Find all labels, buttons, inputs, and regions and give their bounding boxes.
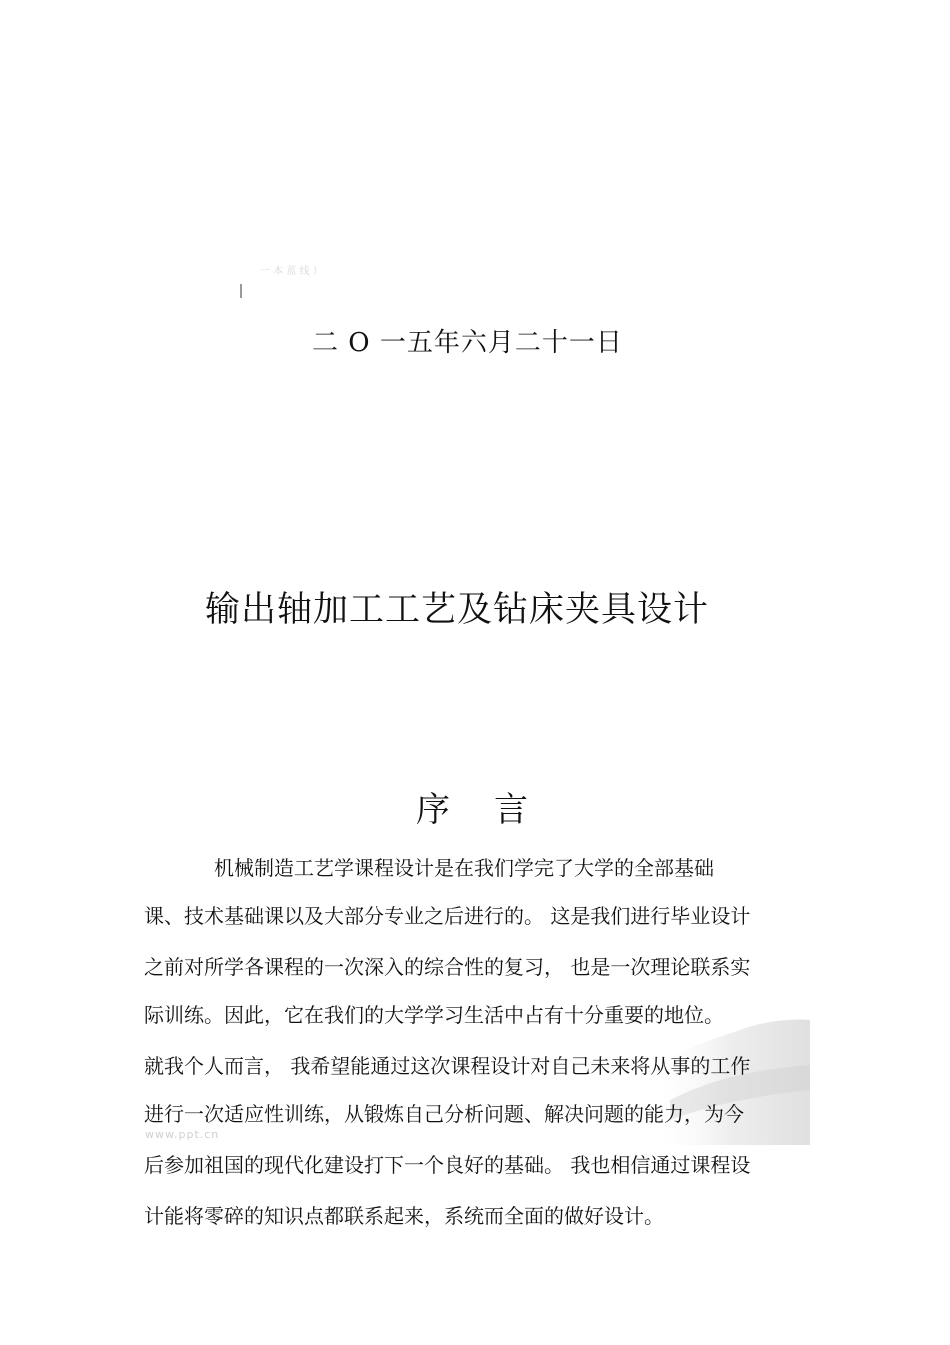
preface-heading [416, 782, 528, 831]
faint-header-mark: 一 本 蓝 线 ） [260, 266, 323, 277]
preface-line: 之前对所学各课程的一次深入的综合性的复习， 也是一次理论联系实 [144, 955, 751, 979]
preface-line: 际训练。因此，它在我们的大学学习生活中占有十分重要的地位。 [144, 1003, 724, 1027]
preface-line: 进行一次适应性训练，从锻炼自己分析问题、解决问题的能力，为今 [144, 1102, 744, 1126]
document-date: 二 O 一五年六月二十一日 [312, 328, 623, 358]
preface-line: 课、技术基础课以及大部分专业之后进行的。 这是我们进行毕业设计 [144, 904, 751, 928]
preface-heading-right: 言 [494, 790, 528, 830]
faint-tick-mark [240, 284, 242, 298]
watermark-text: www.ppt.cn [145, 1128, 220, 1141]
preface-heading-left: 序 [416, 790, 450, 830]
preface-line: 机械制造工艺学课程设计是在我们学完了大学的全部基础 [214, 856, 714, 880]
document-title: 输出轴加工工艺及钻床夹具设计 [205, 590, 710, 630]
preface-line: 就我个人而言， 我希望能通过这次课程设计对自己未来将从事的工作 [144, 1054, 751, 1078]
preface-line: 计能将零碎的知识点都联系起来，系统而全面的做好设计。 [144, 1204, 664, 1228]
preface-line: 后参加祖国的现代化建设打下一个良好的基础。 我也相信通过课程设 [144, 1153, 751, 1177]
